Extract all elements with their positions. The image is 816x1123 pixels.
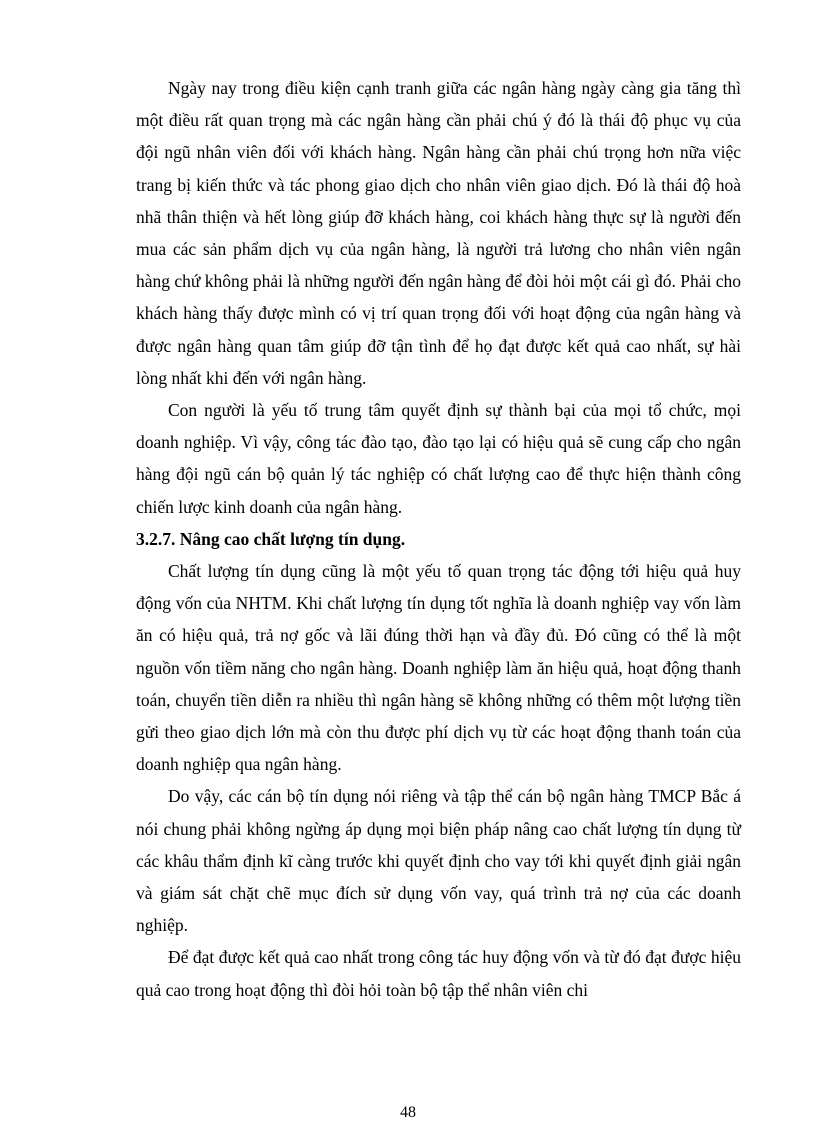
page-body	[136, 72, 741, 1006]
section-heading: 3.2.7. Nâng cao chất lượng tín dụng.	[136, 528, 406, 549]
paragraph-credit-officers: Do vậy, các cán bộ tín dụng nói riêng và tập thể cán bộ ngân hàng TMCP Bắc á nói chung phải không ngừng áp dụng mọi biện pháp nâng cao chất lượng tín dụng từ các khâu thẩm định kĩ càng trước khi quyết định cho vay tới khi quyết định giải ngân và giám sát chặt chẽ mục đích sử dụng vốn vay, quá trình trả nợ của các doanh nghiệp.	[136, 786, 741, 936]
paragraph-human-resources: Con người là yếu tố trung tâm quyết định sự thành bại của mọi tổ chức, mọi doanh nghiệp. Vì vậy, công tác đào tạo, đào tạo lại có hiệu quả sẽ cung cấp cho ngân hàng đội ngũ cán bộ quản lý tác nghiệp có chất lượng cao để thực hiện thành công chiến lược kinh doanh của ngân hàng.	[136, 400, 741, 517]
paragraph-closing: Để đạt được kết quả cao nhất trong công tác huy động vốn và từ đó đạt được hiệu quả cao trong hoạt động thì đòi hỏi toàn bộ tập thể nhân viên chi	[136, 947, 741, 1000]
page-number: 48	[400, 1104, 416, 1121]
paragraph-customer-service: Ngày nay trong điều kiện cạnh tranh giữa các ngân hàng ngày càng gia tăng thì một điều rất quan trọng mà các ngân hàng cần phải chú ý đó là thái độ phục vụ của đội ngũ nhân viên đối với khách hàng. Ngân hàng cần phải chú trọng hơn nữa việc trang bị kiến thức và tác phong giao dịch cho nhân viên giao dịch. Đó là thái độ hoà nhã thân thiện và hết lòng giúp đỡ khách hàng, coi khách hàng thực sự là người đến mua các sản phẩm dịch vụ của ngân hàng, là người trả lương cho nhân viên ngân hàng chứ không phải là những người đến ngân hàng để đòi hỏi một cái gì đó. Phải cho khách hàng thấy được mình có vị trí quan trọng đối với hoạt động của ngân hàng và được ngân hàng quan tâm giúp đỡ tận tình để họ đạt được kết quả cao nhất, sự hài lòng nhất khi đến với ngân hàng.	[136, 78, 741, 388]
paragraph-credit-quality: Chất lượng tín dụng cũng là một yếu tố quan trọng tác động tới hiệu quả huy động vốn của NHTM. Khi chất lượng tín dụng tốt nghĩa là doanh nghiệp vay vốn làm ăn có hiệu quả, trả nợ gốc và lãi đúng thời hạn và đầy đủ. Đó cũng có thể là một nguồn vốn tiềm năng cho ngân hàng. Doanh nghiệp làm ăn hiệu quả, hoạt động thanh toán, chuyển tiền diễn ra nhiều thì ngân hàng sẽ không những có thêm một lượng tiền gửi theo giao dịch lớn mà còn thu được phí dịch vụ từ các hoạt động thanh toán của doanh nghiệp qua ngân hàng.	[136, 561, 741, 775]
